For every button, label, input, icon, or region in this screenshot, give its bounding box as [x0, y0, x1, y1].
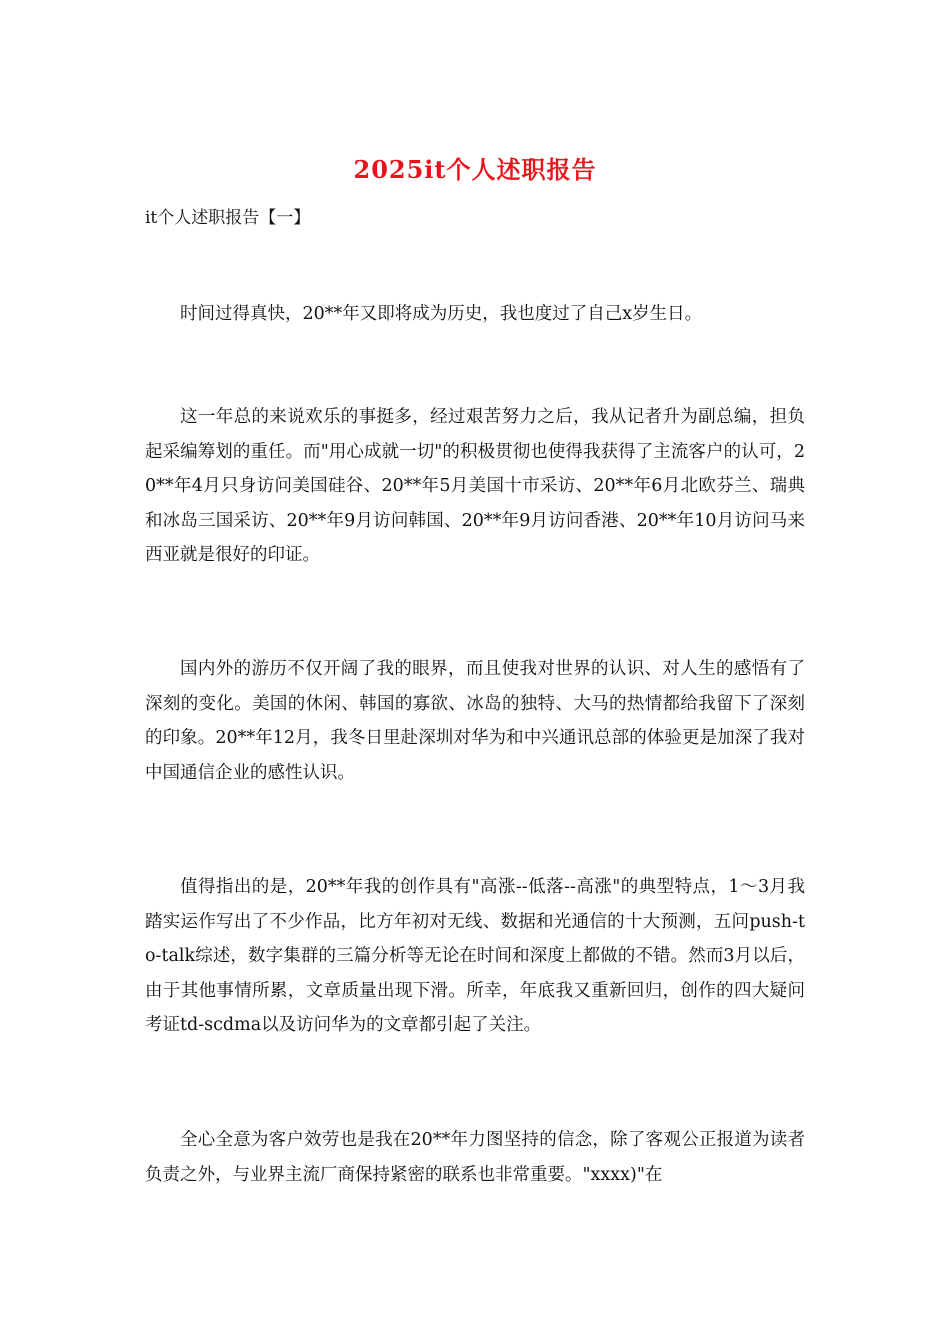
paragraph-4: 值得指出的是，20**年我的创作具有"高涨--低落--高涨"的典型特点，1～3月我踏实运作写出了不少作品，比方年初对无线、数据和光通信的十大预测，五问push-to-talk综述，数字集群的三篇分析等无论在时间和深度上都做的不错。然而3月以后，由于其他事情所累，文章质量出现下滑。所幸，年底我又重新回归，创作的四大疑问考证td-scdma以及访问华为的文章都引起了关注。: [145, 877, 805, 1035]
document-title: 2025it个人述职报告: [353, 155, 597, 184]
section-heading: it个人述职报告【一】: [145, 208, 311, 228]
paragraph-2: 这一年总的来说欢乐的事挺多，经过艰苦努力之后，我从记者升为副总编，担负起采编筹划的重任。而"用心成就一切"的积极贯彻也使得我获得了主流客户的认可，20**年4月只身访问美国硅谷、20**年5月美国十市采访、20**年6月北欧芬兰、瑞典和冰岛三国采访、20**年9月访问韩国、20**年9月访问香港、20**年10月访问马来西亚就是很好的印证。: [145, 407, 805, 565]
paragraph-5: 全心全意为客户效劳也是我在20**年力图坚持的信念，除了客观公正报道为读者负责之外，与业界主流厂商保持紧密的联系也非常重要。"xxxx)"在: [145, 1130, 805, 1185]
paragraph-1: 时间过得真快，20**年又即将成为历史，我也度过了自己x岁生日。: [180, 304, 703, 324]
paragraph-3: 国内外的游历不仅开阔了我的眼界，而且使我对世界的认识、对人生的感悟有了深刻的变化。美国的休闲、韩国的寡欲、冰岛的独特、大马的热情都给我留下了深刻的印象。20**年12月，我冬日里赴深圳对华为和中兴通讯总部的体验更是加深了我对中国通信企业的感性认识。: [145, 659, 805, 783]
